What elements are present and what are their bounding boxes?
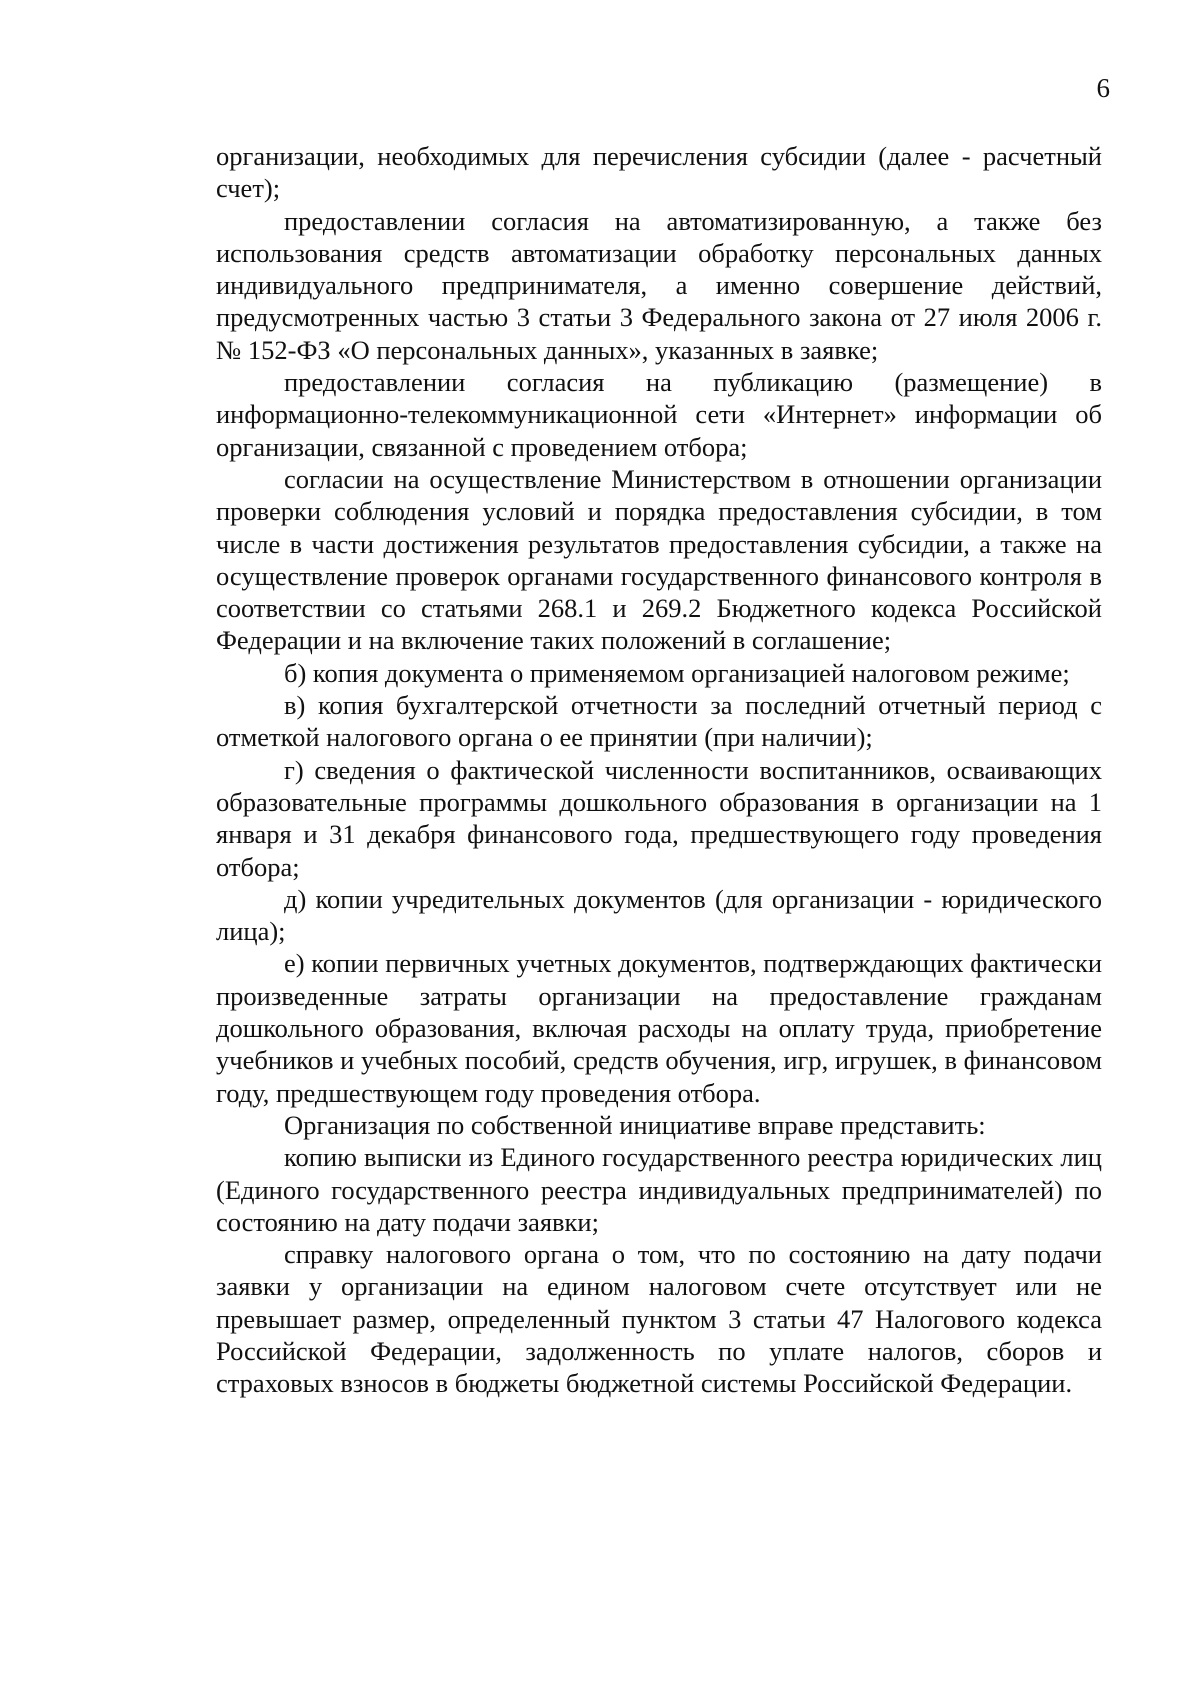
paragraph-item-e: е) копии первичных учетных документов, подтверждающих фактически произведенные затраты организации на предоставление гражданам дошкольного образования, включая расходы на оплату труда, приобретение учебников и учебных пособий, средств обучения, игр, игрушек, в финансовом году, предшествующем году проведения отбора. (216, 948, 1102, 1108)
paragraph-personal-data-consent: предоставлении согласия на автоматизированную, а также без использования средств автоматизации обработку персональных данных индивидуального предпринимателя, а именно совершение действий, предусмотренных частью 3 статьи 3 Федерального закона от 27 июля 2006 г. № 152-ФЗ «О персональных данных», указанных в заявке; (216, 205, 1102, 365)
paragraph-registry-extract: копию выписки из Единого государственного реестра юридических лиц (Единого государственного реестра индивидуальных предпринимателей) по состоянию на дату подачи заявки; (216, 1142, 1102, 1237)
paragraph-item-g: г) сведения о фактической численности воспитанников, осваивающих образовательные программы дошкольного образования в организации на 1 января и 31 декабря финансового года, предшествующего году проведения отбора; (216, 754, 1102, 882)
paragraph-settlement-account: организации, необходимых для перечисления субсидии (далее - расчетный счет); (216, 141, 1102, 204)
paragraph-item-v: в) копия бухгалтерской отчетности за последний отчетный период с отметкой налогового органа о ее принятии (при наличии); (216, 690, 1102, 753)
page-number: 6 (1096, 73, 1110, 103)
paragraph-item-b: б) копия документа о применяемом организацией налоговом режиме; (284, 657, 1070, 688)
paragraph-inspection-consent: согласии на осуществление Министерством в отношении организации проверки соблюдения условий и порядка предоставления субсидии, в том числе в части достижения результатов предоставления субсидии, а также на осуществление проверок органами государственного финансового контроля в соответствии со статьями 268.1 и 269.2 Бюджетного кодекса Российской Федерации и на включение таких положений в соглашение; (216, 463, 1102, 656)
paragraph-item-d: д) копии учредительных документов (для организации - юридического лица); (216, 883, 1102, 947)
paragraph-tax-certificate: справку налогового органа о том, что по состоянию на дату подачи заявки у организации на едином налоговом счете отсутствует или не превышает размер, определенный пунктом 3 статьи 47 Налогового кодекса Российской Федерации, задолженность по уплате налогов, сборов и страховых взносов в бюджеты бюджетной системы Российской Федерации. (216, 1239, 1102, 1399)
document-body (216, 140, 1102, 1400)
paragraph-optional-intro: Организация по собственной инициативе вправе представить: (284, 1109, 986, 1140)
paragraph-publication-consent: предоставлении согласия на публикацию (размещение) в информационно-телекоммуникационной сети «Интернет» информации об организации, связанной с проведением отбора; (216, 367, 1102, 462)
